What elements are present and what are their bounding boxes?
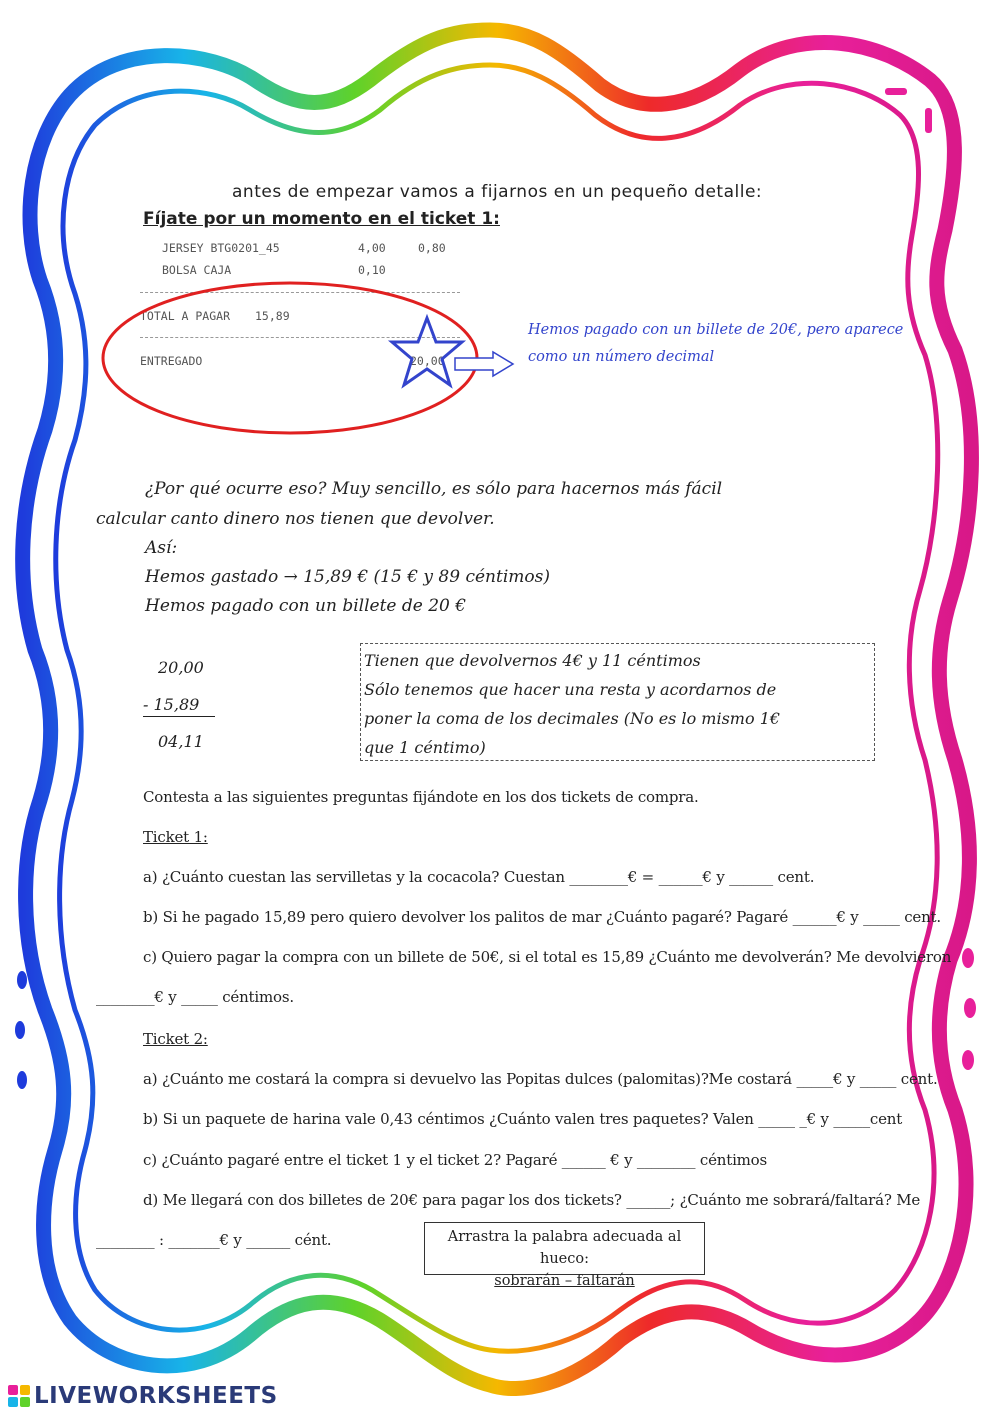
decor-dot <box>15 1021 25 1039</box>
ticket2-question-b: b) Si un paquete de harina vale 0,43 céntimos ¿Cuánto valen tres paquetes? Valen _____ _€ y _____cent <box>143 1110 903 1128</box>
note-line1: Tienen que devolvernos 4€ y 11 céntimos <box>364 651 701 670</box>
page-title: antes de empezar vamos a fijarnos en un pequeño detalle: <box>232 182 763 202</box>
annotation-line1: Hemos pagado con un billete de 20€, pero aparece <box>528 322 904 338</box>
decor-dot <box>17 971 27 989</box>
note-line4: que 1 céntimo) <box>364 738 486 757</box>
subtraction-minuend: 20,00 <box>158 658 204 677</box>
explanation-line1: ¿Por qué ocurre eso? Muy sencillo, es sólo para hacernos más fácil <box>145 479 723 499</box>
note-line2: Sólo tenemos que hacer una resta y acordarnos de <box>364 680 777 699</box>
decor-dot <box>17 1071 27 1089</box>
ticket-total-label: TOTAL A PAGAR <box>140 309 231 323</box>
ticket-line1-extra: 0,80 <box>418 241 446 255</box>
ticket1-question-c-cont: ________€ y _____ céntimos. <box>96 988 294 1006</box>
decor-dash <box>925 108 932 133</box>
liveworksheets-logo <box>8 1383 278 1409</box>
star-icon <box>392 318 462 385</box>
logo-text: LIVEWORKSHEETS <box>34 1383 278 1409</box>
decor-dash <box>885 88 907 95</box>
hint-line2: sobrarán – faltarán <box>494 1273 635 1289</box>
explanation-line4: Hemos gastado → 15,89 € (15 € y 89 céntimos) <box>145 567 550 587</box>
ticket2-question-c: c) ¿Cuánto pagaré entre el ticket 1 y el ticket 2? Pagaré ______ € y ________ céntimos <box>143 1151 768 1169</box>
ticket2-question-d-cont: ________ : _______€ y ______ cént. <box>96 1231 332 1249</box>
ticket-line1-price: 4,00 <box>358 241 386 255</box>
ticket1-question-c: c) Quiero pagar la compra con un billete de 50€, si el total es 15,89 ¿Cuánto me devolverán? Me devolvieron <box>143 948 952 966</box>
drag-word-hint-box <box>424 1222 705 1289</box>
logo-grid-icon <box>8 1385 30 1407</box>
ticket-line2-price: 0,10 <box>358 263 386 277</box>
hint-line1: Arrastra la palabra adecuada al hueco: <box>447 1229 682 1267</box>
explanation-line2: calcular canto dinero nos tienen que devolver. <box>96 509 495 529</box>
subtraction-result: 04,11 <box>158 732 204 751</box>
arrow-icon <box>455 352 513 376</box>
section-subtitle: Fíjate por un momento en el ticket 1: <box>143 209 500 229</box>
ticket2-question-d: d) Me llegará con dos billetes de 20€ para pagar los dos tickets? ______; ¿Cuánto me sobrará/faltará? Me <box>143 1191 921 1209</box>
annotation-line2: como un número decimal <box>528 349 715 365</box>
ticket-line2-item: BOLSA CAJA <box>162 263 232 277</box>
subtraction-subtrahend: - 15,89 <box>143 695 200 714</box>
decor-dot <box>964 998 976 1018</box>
highlight-ellipse <box>103 283 477 433</box>
explanation-line3: Así: <box>145 538 178 558</box>
decor-dot <box>962 948 974 968</box>
ticket-delivered-value: 20,00 <box>410 354 445 368</box>
ticket2-label: Ticket 2: <box>143 1030 208 1048</box>
ticket2-question-a: a) ¿Cuánto me costará la compra si devuelvo las Popitas dulces (palomitas)?Me costará _____€ y _____ cent. <box>143 1070 938 1088</box>
ticket-delivered-label: ENTREGADO <box>140 354 203 368</box>
ticket1-question-a: a) ¿Cuánto cuestan las servilletas y la cocacola? Cuestan ________€ = ______€ y ______ cent. <box>143 868 815 886</box>
ticket1-label: Ticket 1: <box>143 828 208 846</box>
note-line3: poner la coma de los decimales (No es lo mismo 1€ <box>364 709 781 728</box>
ticket-total-value: 15,89 <box>255 309 290 323</box>
instructions: Contesta a las siguientes preguntas fijándote en los dos tickets de compra. <box>143 788 699 806</box>
decor-dot <box>962 1050 974 1070</box>
ticket-line1-item: JERSEY BTG0201_45 <box>162 241 280 255</box>
explanation-line5: Hemos pagado con un billete de 20 € <box>145 596 467 616</box>
note-box <box>360 643 875 761</box>
subtraction-line <box>143 716 215 717</box>
ticket-highlight-graphics <box>95 280 535 445</box>
ticket1-question-b: b) Si he pagado 15,89 pero quiero devolver los palitos de mar ¿Cuánto pagaré? Pagaré ______€ y _____ cent. <box>143 908 941 926</box>
